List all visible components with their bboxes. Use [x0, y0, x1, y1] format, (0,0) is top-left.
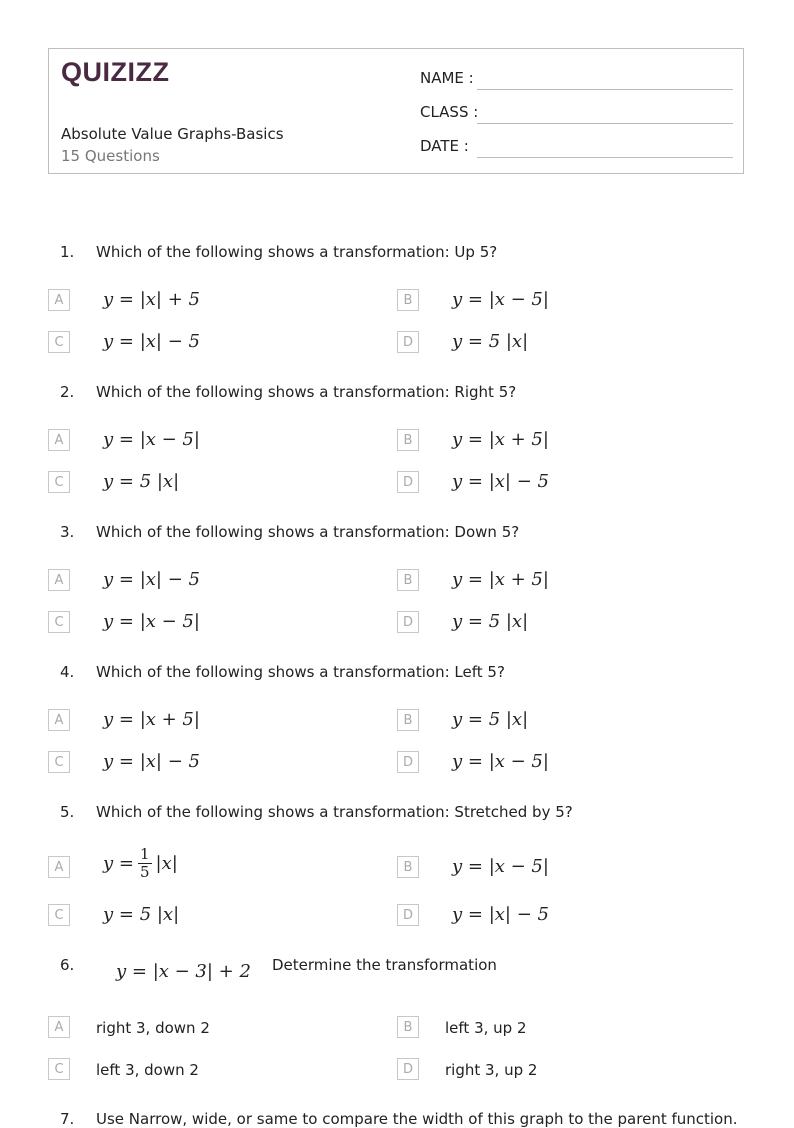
fraction-suffix: |x| [155, 853, 178, 874]
option-text: y = |x| + 5 [103, 289, 200, 310]
question-number: 3. [60, 523, 75, 541]
option-text: left 3, down 2 [96, 1061, 199, 1079]
option-letter-box[interactable]: C [48, 1058, 70, 1080]
option-text: y = |x| − 5 [103, 751, 200, 772]
option-text: y = 5 |x| [452, 709, 529, 730]
question-number: 1. [60, 243, 75, 261]
option-letter-box[interactable]: C [48, 471, 70, 493]
option-letter-box[interactable]: A [48, 709, 70, 731]
date-label: DATE : [420, 137, 469, 155]
option-letter-box[interactable]: D [397, 904, 419, 926]
option-text: right 3, up 2 [445, 1061, 538, 1079]
question-number: 7. [60, 1110, 75, 1128]
question-count: 15 Questions [61, 147, 160, 165]
option-letter-box[interactable]: D [397, 471, 419, 493]
option-letter-box[interactable]: C [48, 904, 70, 926]
name-label: NAME : [420, 69, 474, 87]
option-text: y = 5 |x| [452, 331, 529, 352]
option-text: left 3, up 2 [445, 1019, 527, 1037]
option-text: y = |x − 5| [103, 429, 200, 450]
question-text: Determine the transformation [272, 956, 497, 974]
option-text: y = 5 |x| [103, 904, 180, 925]
option-letter-box[interactable]: B [397, 709, 419, 731]
option-letter-box[interactable]: C [48, 611, 70, 633]
option-text: y = |x| − 5 [452, 471, 549, 492]
option-text: y = |x| − 5 [452, 904, 549, 925]
question-text: Which of the following shows a transformation: Right 5? [96, 383, 517, 401]
question-equation: y = |x − 3| + 2 [116, 961, 251, 982]
class-label: CLASS : [420, 103, 479, 121]
question-number: 6. [60, 956, 75, 974]
worksheet-header [48, 48, 744, 174]
option-letter-box[interactable]: A [48, 1016, 70, 1038]
option-text: y = |x − 5| [103, 611, 200, 632]
option-letter-box[interactable]: D [397, 611, 419, 633]
option-letter-box[interactable]: B [397, 289, 419, 311]
option-text: y = 5 |x| [452, 611, 529, 632]
question-number: 2. [60, 383, 75, 401]
option-text: y = 5 |x| [103, 471, 180, 492]
option-text: y = |x − 5| [452, 751, 549, 772]
option-text: right 3, down 2 [96, 1019, 210, 1037]
worksheet-title: Absolute Value Graphs-Basics [61, 125, 284, 143]
option-letter-box[interactable]: B [397, 429, 419, 451]
option-letter-box[interactable]: D [397, 331, 419, 353]
option-letter-box[interactable]: B [397, 856, 419, 878]
class-line[interactable] [477, 123, 733, 124]
option-letter-box[interactable]: D [397, 751, 419, 773]
fraction [138, 846, 152, 881]
option-letter-box[interactable]: B [397, 569, 419, 591]
option-text: y = |x + 5| [452, 569, 549, 590]
option-text: y = |x + 5| [452, 429, 549, 450]
option-text-fraction [103, 846, 178, 881]
option-letter-box[interactable]: A [48, 569, 70, 591]
question-text: Which of the following shows a transformation: Down 5? [96, 523, 520, 541]
question-number: 4. [60, 663, 75, 681]
option-letter-box[interactable]: B [397, 1016, 419, 1038]
question-number: 5. [60, 803, 75, 821]
option-letter-box[interactable]: C [48, 751, 70, 773]
fraction-numerator: 1 [139, 845, 150, 863]
question-text: Which of the following shows a transformation: Left 5? [96, 663, 505, 681]
option-text: y = |x − 5| [452, 289, 549, 310]
fraction-denominator: 5 [139, 863, 150, 881]
question-text: Use Narrow, wide, or same to compare the width of this graph to the parent function. [96, 1110, 738, 1128]
option-text: y = |x| − 5 [103, 569, 200, 590]
option-letter-box[interactable]: A [48, 429, 70, 451]
question-text: Which of the following shows a transformation: Stretched by 5? [96, 803, 573, 821]
quizizz-logo: QUIZIZZ [61, 57, 170, 87]
name-line[interactable] [477, 89, 733, 90]
option-letter-box[interactable]: C [48, 331, 70, 353]
option-letter-box[interactable]: A [48, 856, 70, 878]
option-text: y = |x − 5| [452, 856, 549, 877]
option-text: y = |x| − 5 [103, 331, 200, 352]
option-letter-box[interactable]: D [397, 1058, 419, 1080]
date-line[interactable] [477, 157, 733, 158]
option-letter-box[interactable]: A [48, 289, 70, 311]
fraction-prefix: y = [103, 853, 134, 874]
question-text: Which of the following shows a transformation: Up 5? [96, 243, 498, 261]
option-text: y = |x + 5| [103, 709, 200, 730]
